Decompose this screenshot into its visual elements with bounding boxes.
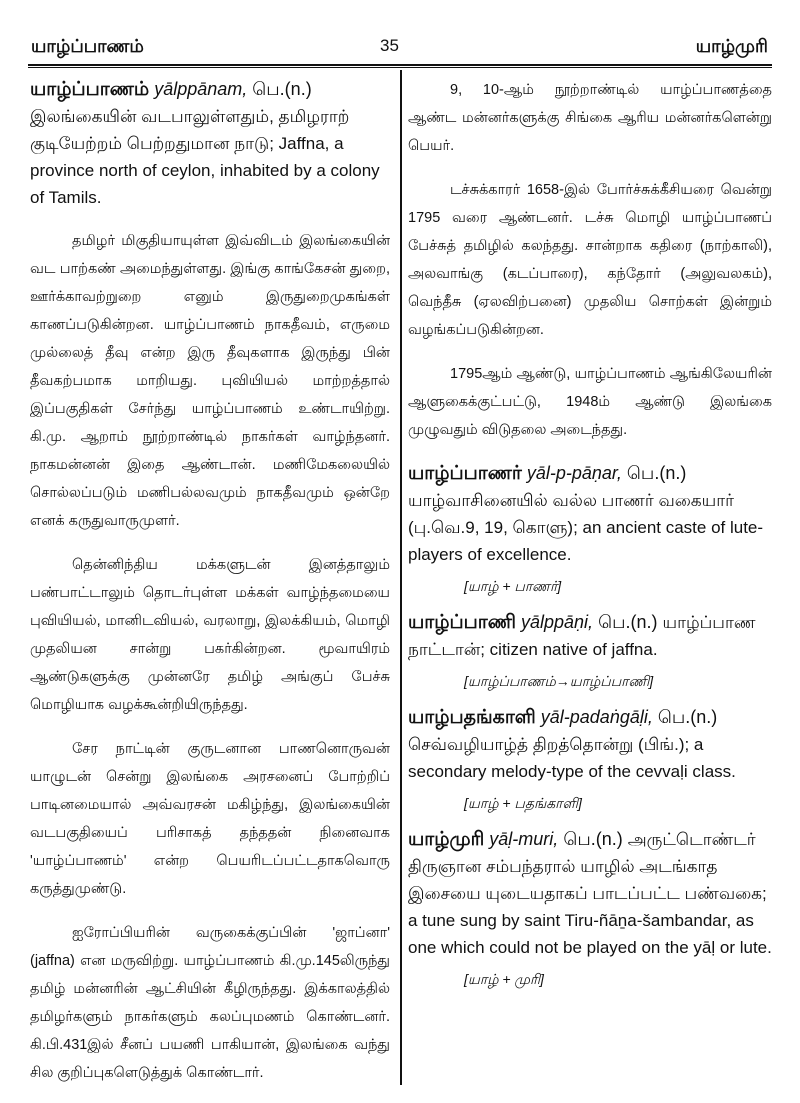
definition: இலங்கையின் வடபாலுள்ளதும், தமிழராற் குடியேற்றம் பெற்றதுமான நாடு; Jaffna, a province north of ceylon, inhabited by a colony of Tamils. — [30, 107, 380, 207]
header-rule — [28, 64, 772, 66]
grammar-tag: பெ.(n.) — [563, 829, 623, 849]
page-number: 35 — [380, 36, 399, 55]
definition: யாழ்ப்பாண நாட்டான்; citizen native of jaffna. — [408, 613, 756, 659]
dictionary-entry — [408, 609, 772, 663]
body-paragraph: டச்சுக்காரர் 1658-இல் போர்ச்சுக்கீசியரை வென்று 1795 வரை ஆண்டனர். டச்சு மொழி யாழ்ப்பாணப் பேச்சுத் தமிழில் கலந்தது. சான்றாக கதிரை (நாற்காலி), அலவாங்கு (கடப்பாரை), கந்தோர் (அலுவலகம்), வெந்தீசு (ஏலவிற்பனை) முதலிய சொற்கள் இன்றும் வழங்கப்படுகின்றன. — [408, 182, 772, 338]
headword: யாழ்ப்பாணி — [408, 612, 516, 633]
left-column — [30, 76, 390, 1103]
etymology: [யாழ் + முரி] — [464, 971, 544, 987]
body-paragraph: தென்னிந்திய மக்களுடன் இனத்தாலும் பண்பாட்டாலும் தொடர்புள்ள மக்கள் வாழ்ந்தமையை புவியியல், மானிடவியல், வரலாறு, இலக்கியம், மொழி முதலியன சான்று பகர்கின்றன. மூவாயிரம் ஆண்டுகளுக்கு முன்னரே தமிழ் அங்குப் பேச்சு மொழியாக வழக்கூன்றியிருந்தது. — [30, 557, 390, 713]
definition: அருட்டொண்டர் திருஞான சம்பந்தரால் யாழில் அடங்காத இசையை யுடையதாகப் பாடப்பட்ட பண்வகை; a tune sung by saint Tiru-ñāṉa-šambandar, as one which could not be played on the yāḷ or lute. — [408, 830, 772, 957]
definition: யாழ்வாசினையில் வல்ல பாணர் வகையார் (பு.வெ.9, 19, கொளு); an ancient caste of lute-players of excellence. — [408, 491, 764, 564]
header-rule-thin — [28, 67, 772, 68]
dictionary-entry — [408, 460, 772, 568]
headword: யாழ்ப்பாணம் — [30, 79, 150, 100]
grammar-tag: பெ.(n.) — [657, 707, 718, 727]
etymology: [யாழ்ப்பாணம்→யாழ்ப்பாணி] — [464, 673, 654, 689]
dictionary-entry — [408, 826, 772, 961]
headword: யாழ்ப்பாணர் — [408, 463, 522, 484]
grammar-tag: பெ.(n.) — [252, 79, 312, 99]
transliteration: yāḷ-muri, — [489, 829, 559, 849]
body-paragraph: தமிழர் மிகுதியாயுள்ள இவ்விடம் இலங்கையின் வட பாற்கண் அமைந்துள்ளது. இங்கு காங்கேசன் துறை, ஊர்க்காவற்றுறை எனும் இருதுறைமுகங்கள் காணப்படுகின்றன. யாழ்ப்பாணம் நாகதீவம், எருமை முல்லைத் தீவு என்ற இரு தீவுகளாக இருந்து பின் தீவகற்பமாக மாறியது. புவியியல் மாற்றத்தால் இப்பகுதிகள் சேர்ந்து யாழ்ப்பாணம் உண்டாயிற்று. கி.மு. ஆறாம் நூற்றாண்டில் நாகர்கள் வாழ்ந்தனர். நாகமன்னன் இதை ஆண்டான். மணிமேகலையில் சொல்லப்படும் மணிபல்லவமும் நாகதீவமும் ஒன்றே எனக் கருதுவாருமுளர். — [30, 233, 390, 529]
right-column — [408, 76, 772, 1002]
definition: செவ்வழியாழ்த் திறத்தொன்று (பிங்.); a secondary melody-type of the cevvaḷi class. — [408, 735, 736, 781]
body-paragraph: சேர நாட்டின் குருடனான பாணனொருவன் யாழுடன் சென்று இலங்கை அரசனைப் போற்றிப் பாடினமையால் அவ்வரசன் மகிழ்ந்து, இலங்கையின் வடபகுதியைப் பரிசாகத் தந்ததன் நினைவாக 'யாழ்ப்பாணம்' என்ற பெயரிடப்பட்டதாகவொரு கருத்துமுண்டு. — [30, 741, 390, 897]
transliteration: yālppāṇi, — [521, 612, 594, 632]
transliteration: yāl-padaṅgāḷi, — [540, 707, 653, 727]
running-head-left: யாழ்ப்பாணம் — [31, 36, 144, 56]
dictionary-entry — [30, 76, 390, 211]
headword: யாழ்பதங்காளி — [408, 707, 536, 728]
headword: யாழ்முரி — [408, 829, 485, 850]
etymology: [யாழ் + பதங்காளி] — [464, 795, 582, 811]
page-header — [0, 0, 800, 66]
transliteration: yālppānam, — [154, 79, 248, 99]
etymology: [யாழ் + பாணர்] — [464, 578, 562, 594]
column-divider — [400, 70, 402, 1085]
dictionary-entry — [408, 704, 772, 785]
running-head-right: யாழ்முரி — [695, 36, 768, 56]
grammar-tag: பெ.(n.) — [626, 463, 687, 483]
transliteration: yāl-p-pāṇar, — [526, 463, 622, 483]
grammar-tag: பெ.(n.) — [598, 612, 658, 632]
body-paragraph: 9, 10-ஆம் நூற்றாண்டில் யாழ்ப்பாணத்தை ஆண்ட மன்னர்களுக்கு சிங்கை ஆரிய மன்னர்களென்று பெயர். — [408, 82, 772, 154]
body-paragraph: ஐரோப்பியரின் வருகைக்குப்பின் 'ஜாப்னா' (jaffna) என மருவிற்று. யாழ்ப்பாணம் கி.மு.145லிருந்து தமிழ் மன்னரின் ஆட்சியின் கீழிருந்தது. இக்காலத்தில் தமிழர்களும் நாகர்களும் கலப்புமணம் கொண்டனர். கி.பி.431இல் சீனப் பயணி பாகியான், இலங்கை வந்து சில குறிப்புகளெடுத்துக் கொண்டார். — [30, 925, 390, 1081]
body-paragraph: 1795ஆம் ஆண்டு, யாழ்ப்பாணம் ஆங்கிலேயரின் ஆளுகைக்குட்பட்டு, 1948ம் ஆண்டு இலங்கை முழுவதும் விடுதலை அடைந்தது. — [408, 366, 772, 438]
